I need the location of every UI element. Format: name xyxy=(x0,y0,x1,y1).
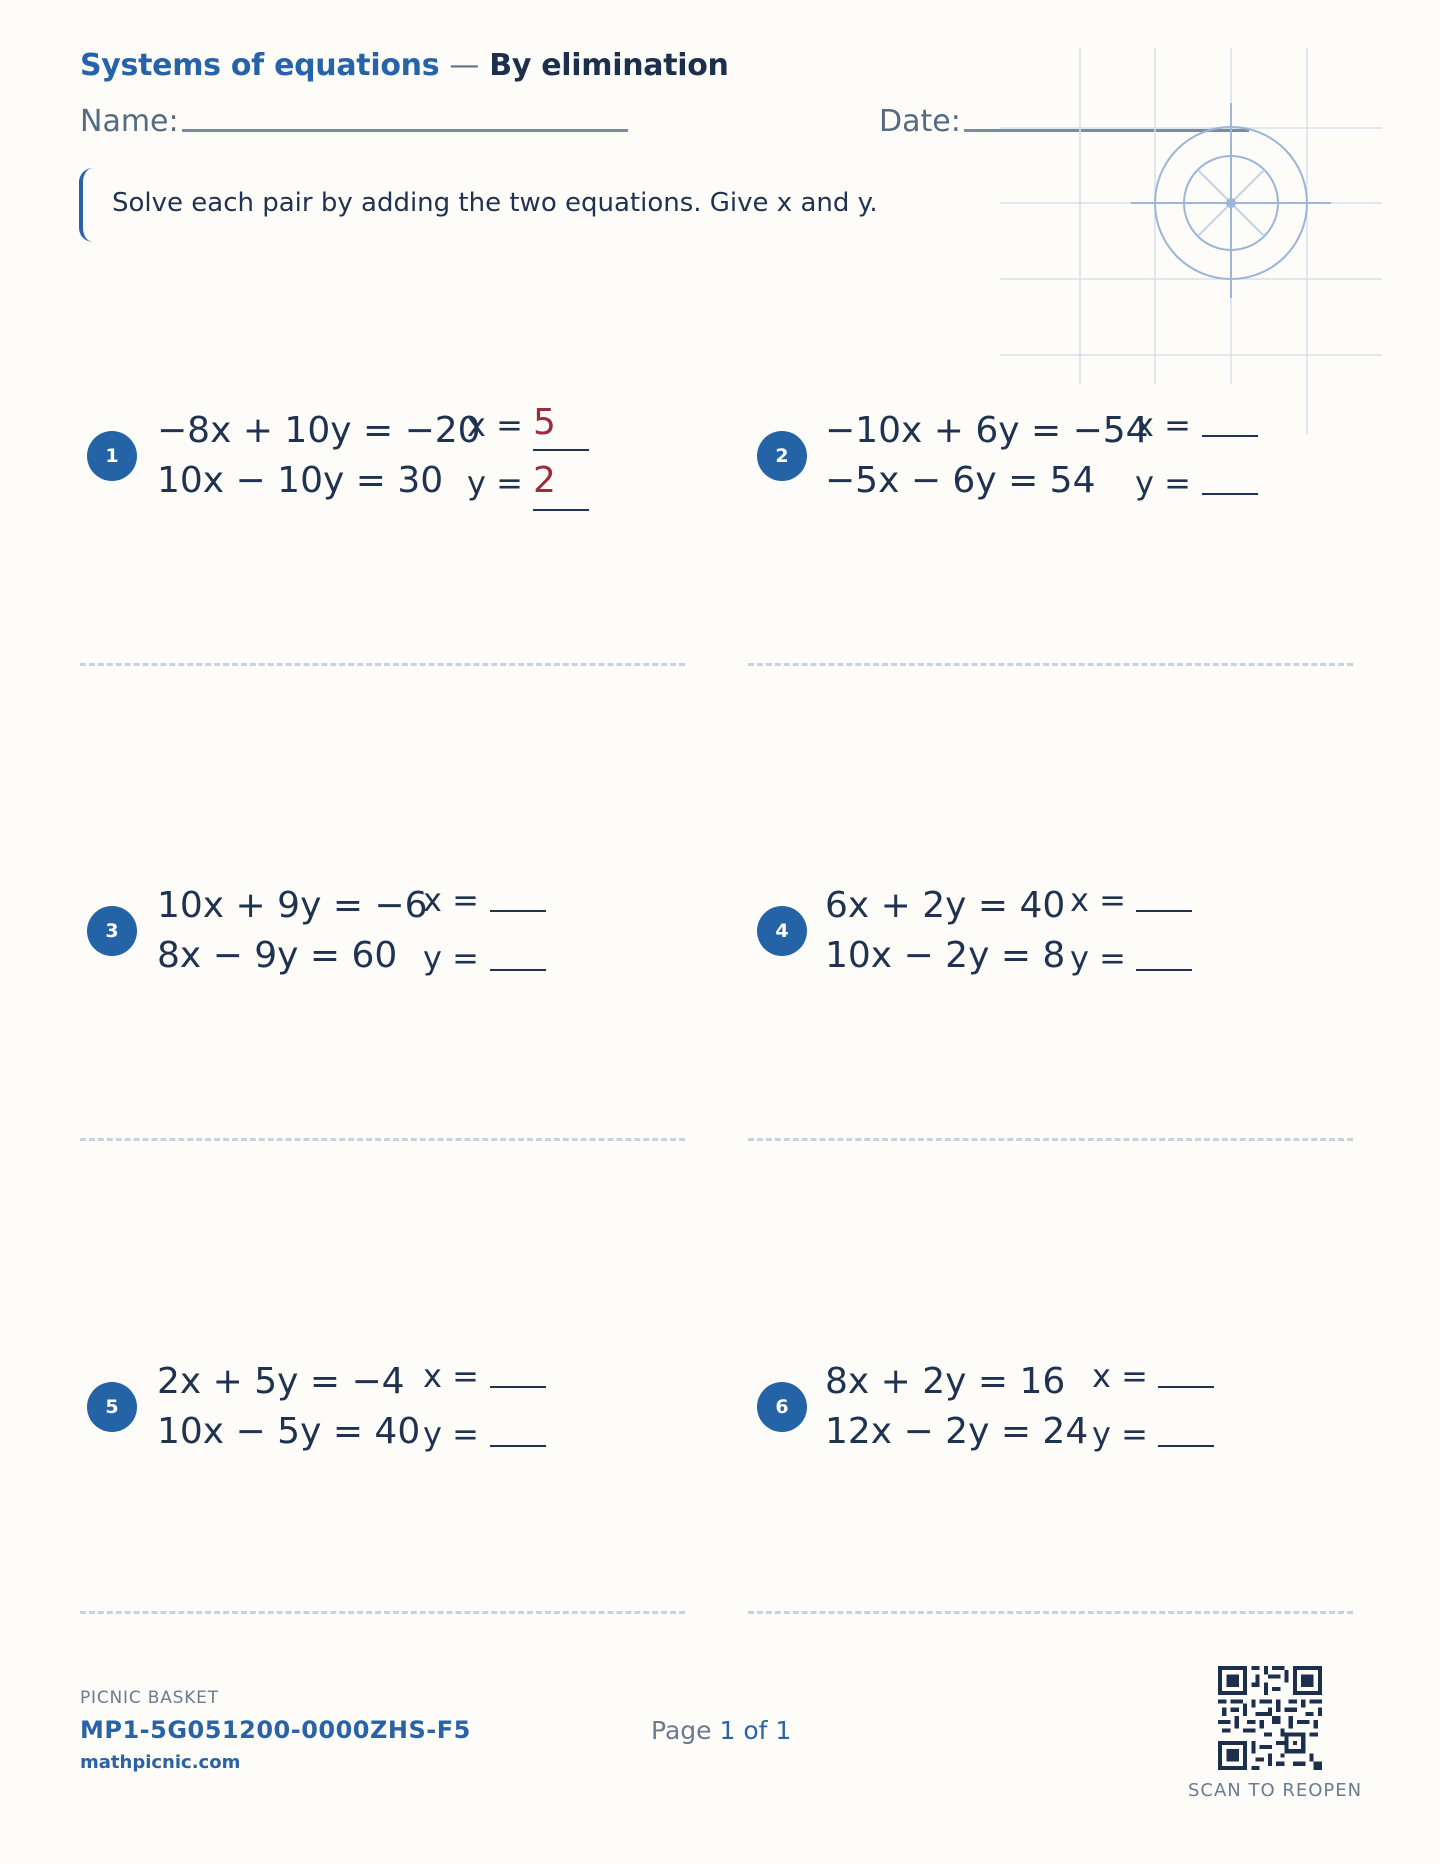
scan-label: SCAN TO REOPEN xyxy=(1188,1780,1363,1801)
title-topic: Systems of equations xyxy=(80,48,440,83)
problem-number-badge: 4 xyxy=(757,906,807,956)
y-answer-line xyxy=(490,969,546,971)
instructions-text: Solve each pair by adding the two equations. Give x and y. xyxy=(112,188,878,218)
section-divider xyxy=(748,1611,1353,1614)
equation-2: 8x − 9y = 60 xyxy=(157,935,398,976)
equation-1: −10x + 6y = −54 xyxy=(825,410,1149,451)
page-total: 1 xyxy=(775,1716,792,1745)
problem-number-badge: 2 xyxy=(757,431,807,481)
y-answer[interactable]: 2 xyxy=(533,460,556,501)
x-label: x = xyxy=(423,1357,479,1395)
title-separator: — xyxy=(449,48,480,83)
y-label: y = xyxy=(1092,1415,1148,1453)
equation-1: 10x + 9y = −6 xyxy=(157,885,428,926)
problem-number-badge: 3 xyxy=(87,906,137,956)
equation-2: −5x − 6y = 54 xyxy=(825,460,1096,501)
page-number xyxy=(651,1716,791,1745)
y-answer-line xyxy=(1136,969,1192,971)
y-label: y = xyxy=(423,939,479,977)
x-label: x = xyxy=(1092,1357,1148,1395)
y-label: y = xyxy=(423,1415,479,1453)
y-answer-line xyxy=(1158,1445,1214,1447)
section-divider xyxy=(80,1138,685,1141)
equation-1: 6x + 2y = 40 xyxy=(825,885,1066,926)
equation-1: −8x + 10y = −20 xyxy=(157,410,481,451)
equation-1: 2x + 5y = −4 xyxy=(157,1361,405,1402)
equation-2: 10x − 2y = 8 xyxy=(825,935,1066,976)
page-of: of xyxy=(743,1716,768,1745)
x-answer-line xyxy=(490,910,546,912)
date-label: Date: xyxy=(879,104,961,139)
worksheet-title xyxy=(80,48,729,83)
x-answer-line xyxy=(490,1386,546,1388)
title-method: By elimination xyxy=(489,48,729,83)
x-label: x = xyxy=(467,406,523,444)
section-divider xyxy=(748,1138,1353,1141)
y-answer-line xyxy=(490,1445,546,1447)
equation-1: 8x + 2y = 16 xyxy=(825,1361,1066,1402)
x-label: x = xyxy=(1135,406,1191,444)
equation-2: 10x − 5y = 40 xyxy=(157,1411,421,1452)
y-label: y = xyxy=(1070,939,1126,977)
name-label: Name: xyxy=(80,104,179,139)
section-divider xyxy=(80,1611,685,1614)
y-answer-line xyxy=(533,509,589,511)
y-label: y = xyxy=(467,464,523,502)
equation-2: 12x − 2y = 24 xyxy=(825,1411,1089,1452)
x-label: x = xyxy=(423,881,479,919)
x-label: x = xyxy=(1070,881,1126,919)
x-answer-line xyxy=(1158,1386,1214,1388)
section-divider xyxy=(80,663,685,666)
problem-number-badge: 5 xyxy=(87,1382,137,1432)
page-current: 1 xyxy=(719,1716,736,1745)
page-label: Page xyxy=(651,1716,712,1745)
x-answer-line xyxy=(1136,910,1192,912)
brand-label: PICNIC BASKET xyxy=(80,1688,219,1708)
section-divider xyxy=(748,663,1353,666)
x-answer[interactable]: 5 xyxy=(533,402,556,443)
problem-number-badge: 6 xyxy=(757,1382,807,1432)
x-answer-line xyxy=(1202,435,1258,437)
qr-code-icon[interactable] xyxy=(1218,1666,1322,1770)
instruction-accent-bar xyxy=(79,168,97,242)
name-line[interactable] xyxy=(182,129,628,132)
worksheet-code: MP1-5G051200-0000ZHS-F5 xyxy=(80,1716,471,1744)
x-answer-line xyxy=(533,449,589,451)
y-answer-line xyxy=(1202,493,1258,495)
equation-2: 10x − 10y = 30 xyxy=(157,460,444,501)
y-label: y = xyxy=(1135,464,1191,502)
problem-number-badge: 1 xyxy=(87,431,137,481)
site-link[interactable]: mathpicnic.com xyxy=(80,1752,241,1773)
target-grid-decoration xyxy=(1000,48,1390,434)
